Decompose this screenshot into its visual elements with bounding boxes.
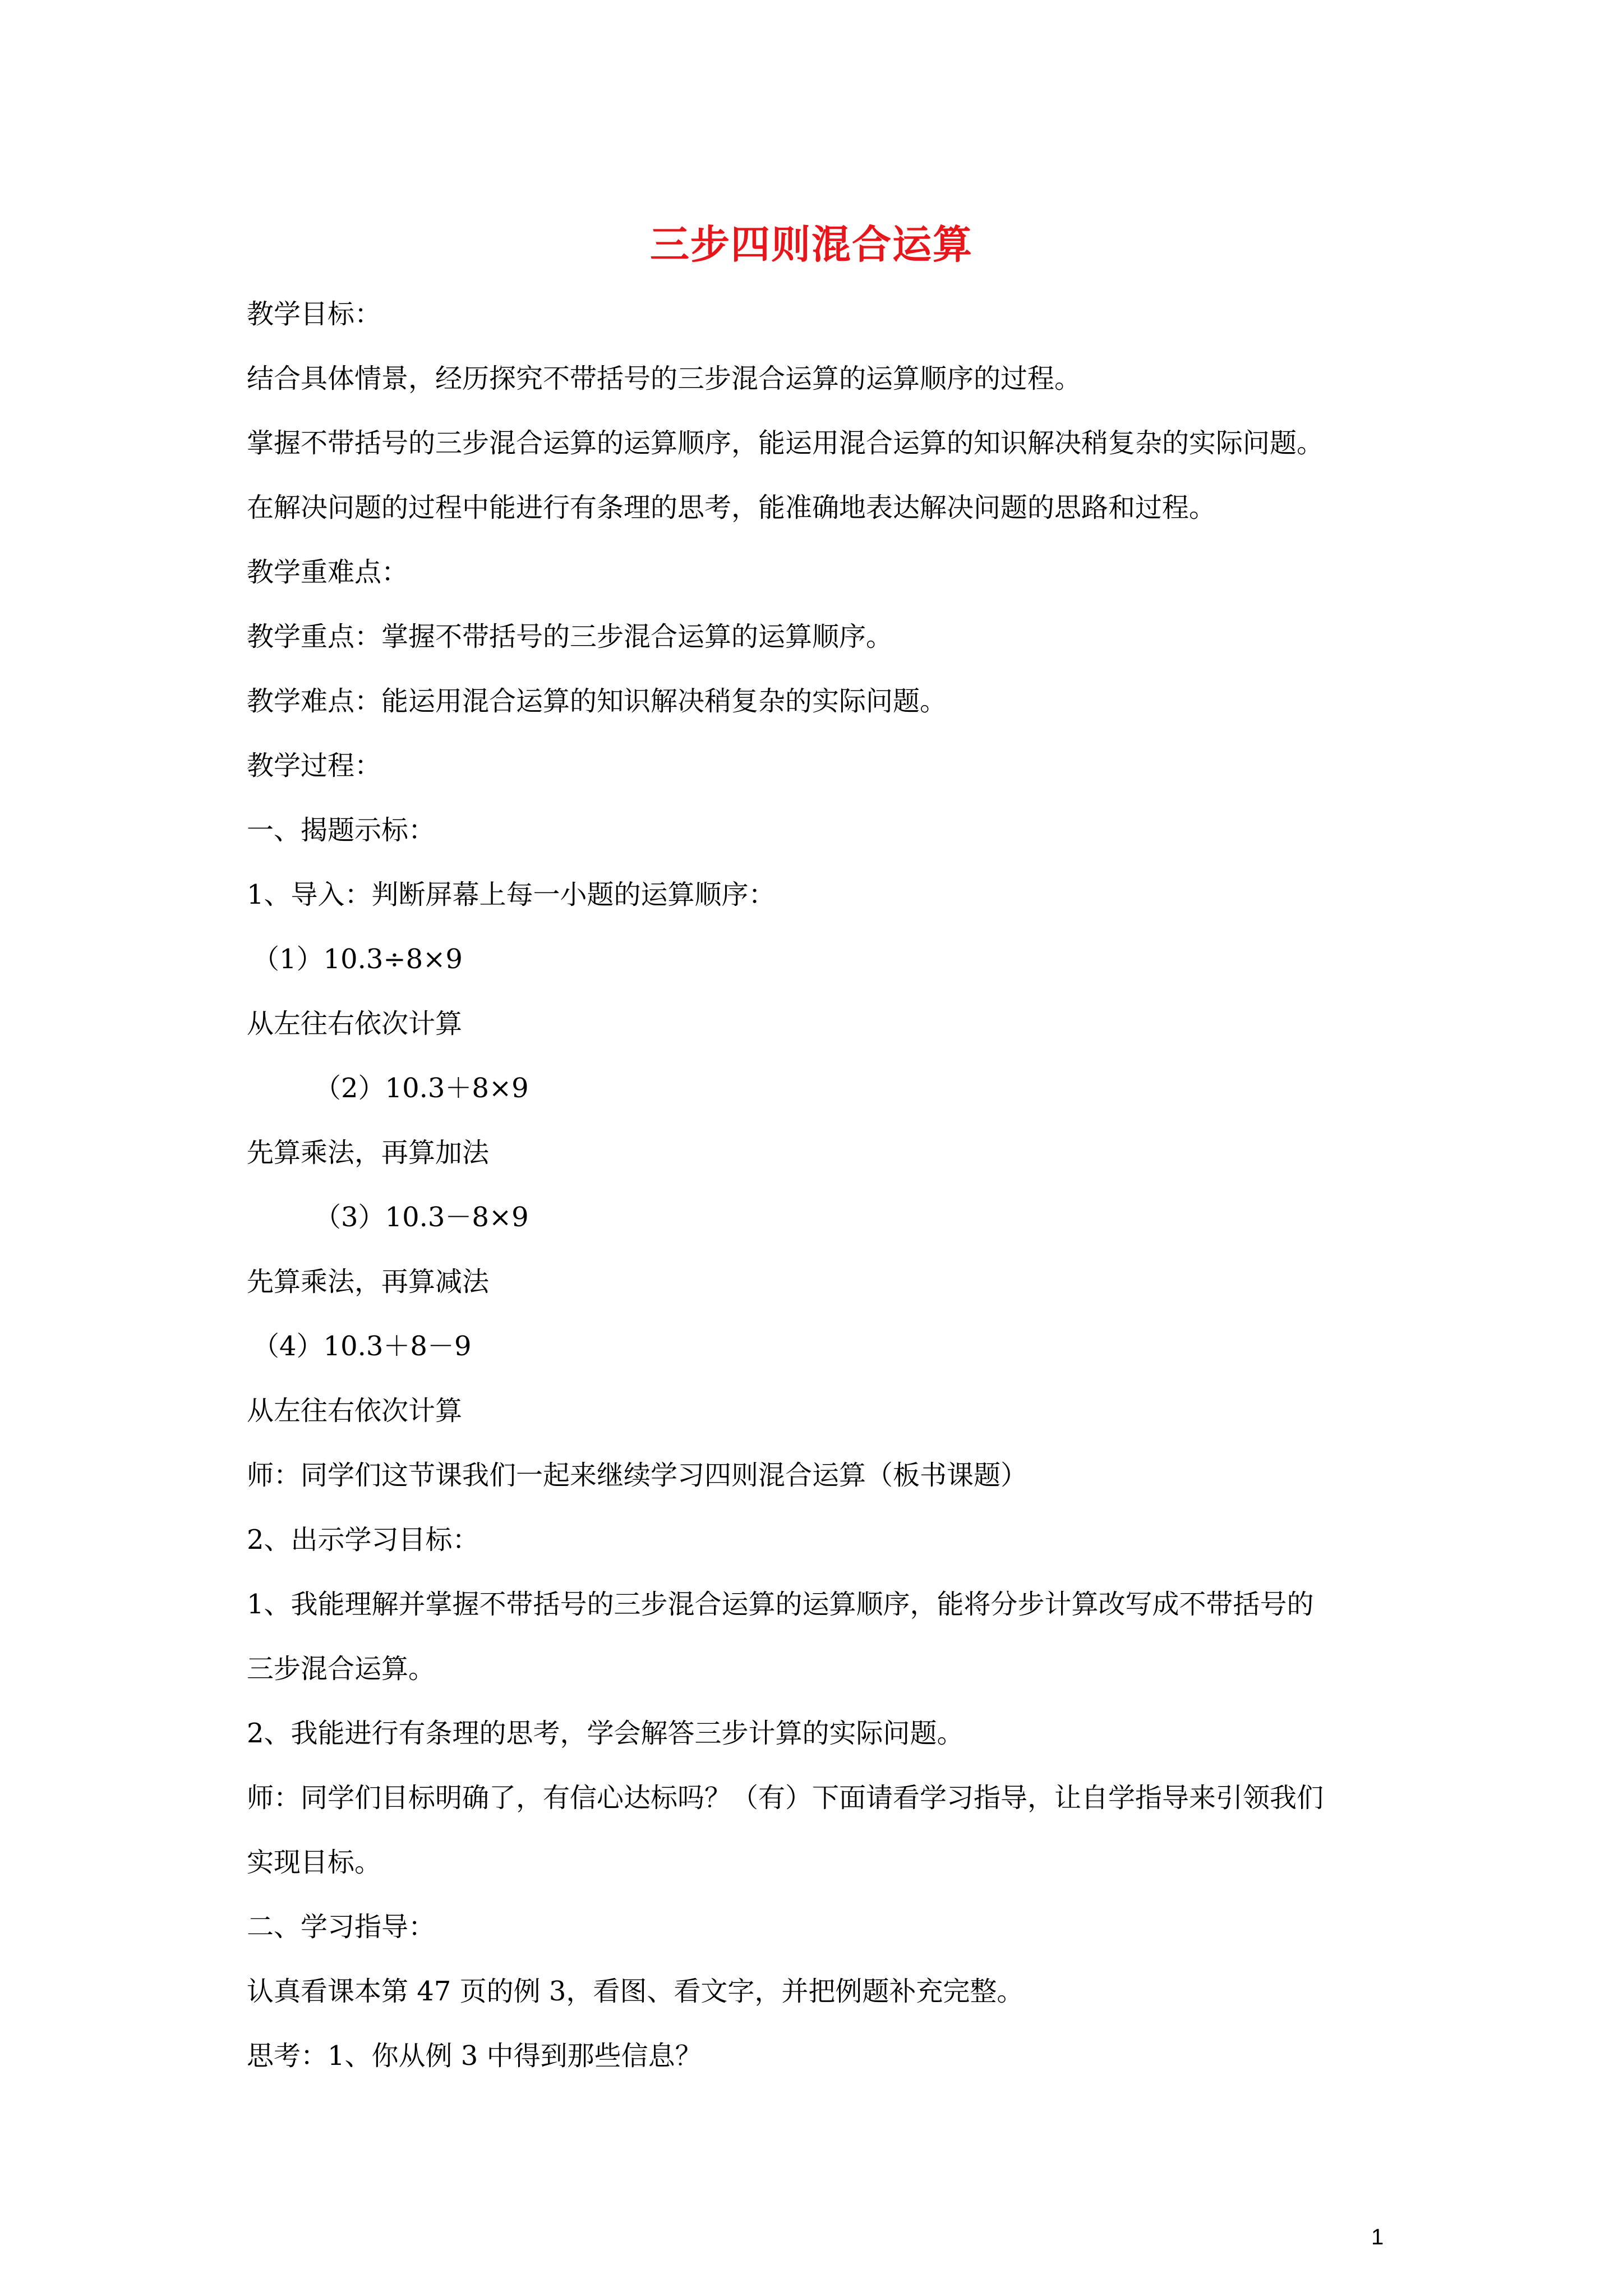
objective-line-2: 掌握不带括号的三步混合运算的运算顺序，能运用混合运算的知识解决稍复杂的实际问题。 xyxy=(247,427,1324,459)
guide-line-1: 认真看课本第 47 页的例 3，看图、看文字，并把例题补充完整。 xyxy=(247,1976,1024,2007)
goal-line-1a: 1、我能理解并掌握不带括号的三步混合运算的运算顺序，能将分步计算改写成不带括号的 xyxy=(247,1589,1314,1620)
guide-line-2: 思考：1、你从例 3 中得到那些信息？ xyxy=(247,2040,702,2072)
intro-line: 1、导入：判断屏幕上每一小题的运算顺序： xyxy=(247,879,776,910)
document-title: 三步四则混合运算 xyxy=(650,221,973,268)
formula-1-answer: 从左往右依次计算 xyxy=(247,1008,463,1039)
formula-4-answer: 从左往右依次计算 xyxy=(247,1395,463,1427)
formula-2: （2）10.3＋8×9 xyxy=(314,1073,529,1104)
subsection-heading-2: 二、学习指导： xyxy=(247,1911,436,1943)
formula-2-answer: 先算乘法，再算加法 xyxy=(247,1137,490,1168)
objective-line-1: 结合具体情景，经历探究不带括号的三步混合运算的运算顺序的过程。 xyxy=(247,363,1082,394)
section-heading-objectives: 教学目标： xyxy=(247,298,382,330)
goals-heading: 2、出示学习目标： xyxy=(247,1524,479,1556)
key-point-line: 教学重点：掌握不带括号的三步混合运算的运算顺序。 xyxy=(247,621,893,652)
page-number: 1 xyxy=(1371,2225,1384,2249)
formula-3-answer: 先算乘法，再算减法 xyxy=(247,1266,490,1297)
teacher-line-2b: 实现目标。 xyxy=(247,1847,382,1878)
teacher-line-1: 师：同学们这节课我们一起来继续学习四则混合运算（板书课题） xyxy=(247,1460,1028,1491)
difficult-point-line: 教学难点：能运用混合运算的知识解决稍复杂的实际问题。 xyxy=(247,685,947,717)
formula-3: （3）10.3－8×9 xyxy=(314,1202,529,1233)
section-heading-key-points: 教学重难点： xyxy=(247,556,409,588)
teacher-line-2a: 师：同学们目标明确了，有信心达标吗？（有）下面请看学习指导，让自学指导来引领我们 xyxy=(247,1782,1324,1814)
subsection-heading-1: 一、揭题示标： xyxy=(247,815,436,846)
formula-4: （4）10.3＋8－9 xyxy=(252,1331,472,1362)
goal-line-2: 2、我能进行有条理的思考，学会解答三步计算的实际问题。 xyxy=(247,1718,964,1749)
goal-line-1b: 三步混合运算。 xyxy=(247,1653,436,1685)
objective-line-3: 在解决问题的过程中能进行有条理的思考，能准确地表达解决问题的思路和过程。 xyxy=(247,492,1216,523)
section-heading-process: 教学过程： xyxy=(247,750,382,781)
formula-1: （1）10.3÷8×9 xyxy=(252,944,463,975)
